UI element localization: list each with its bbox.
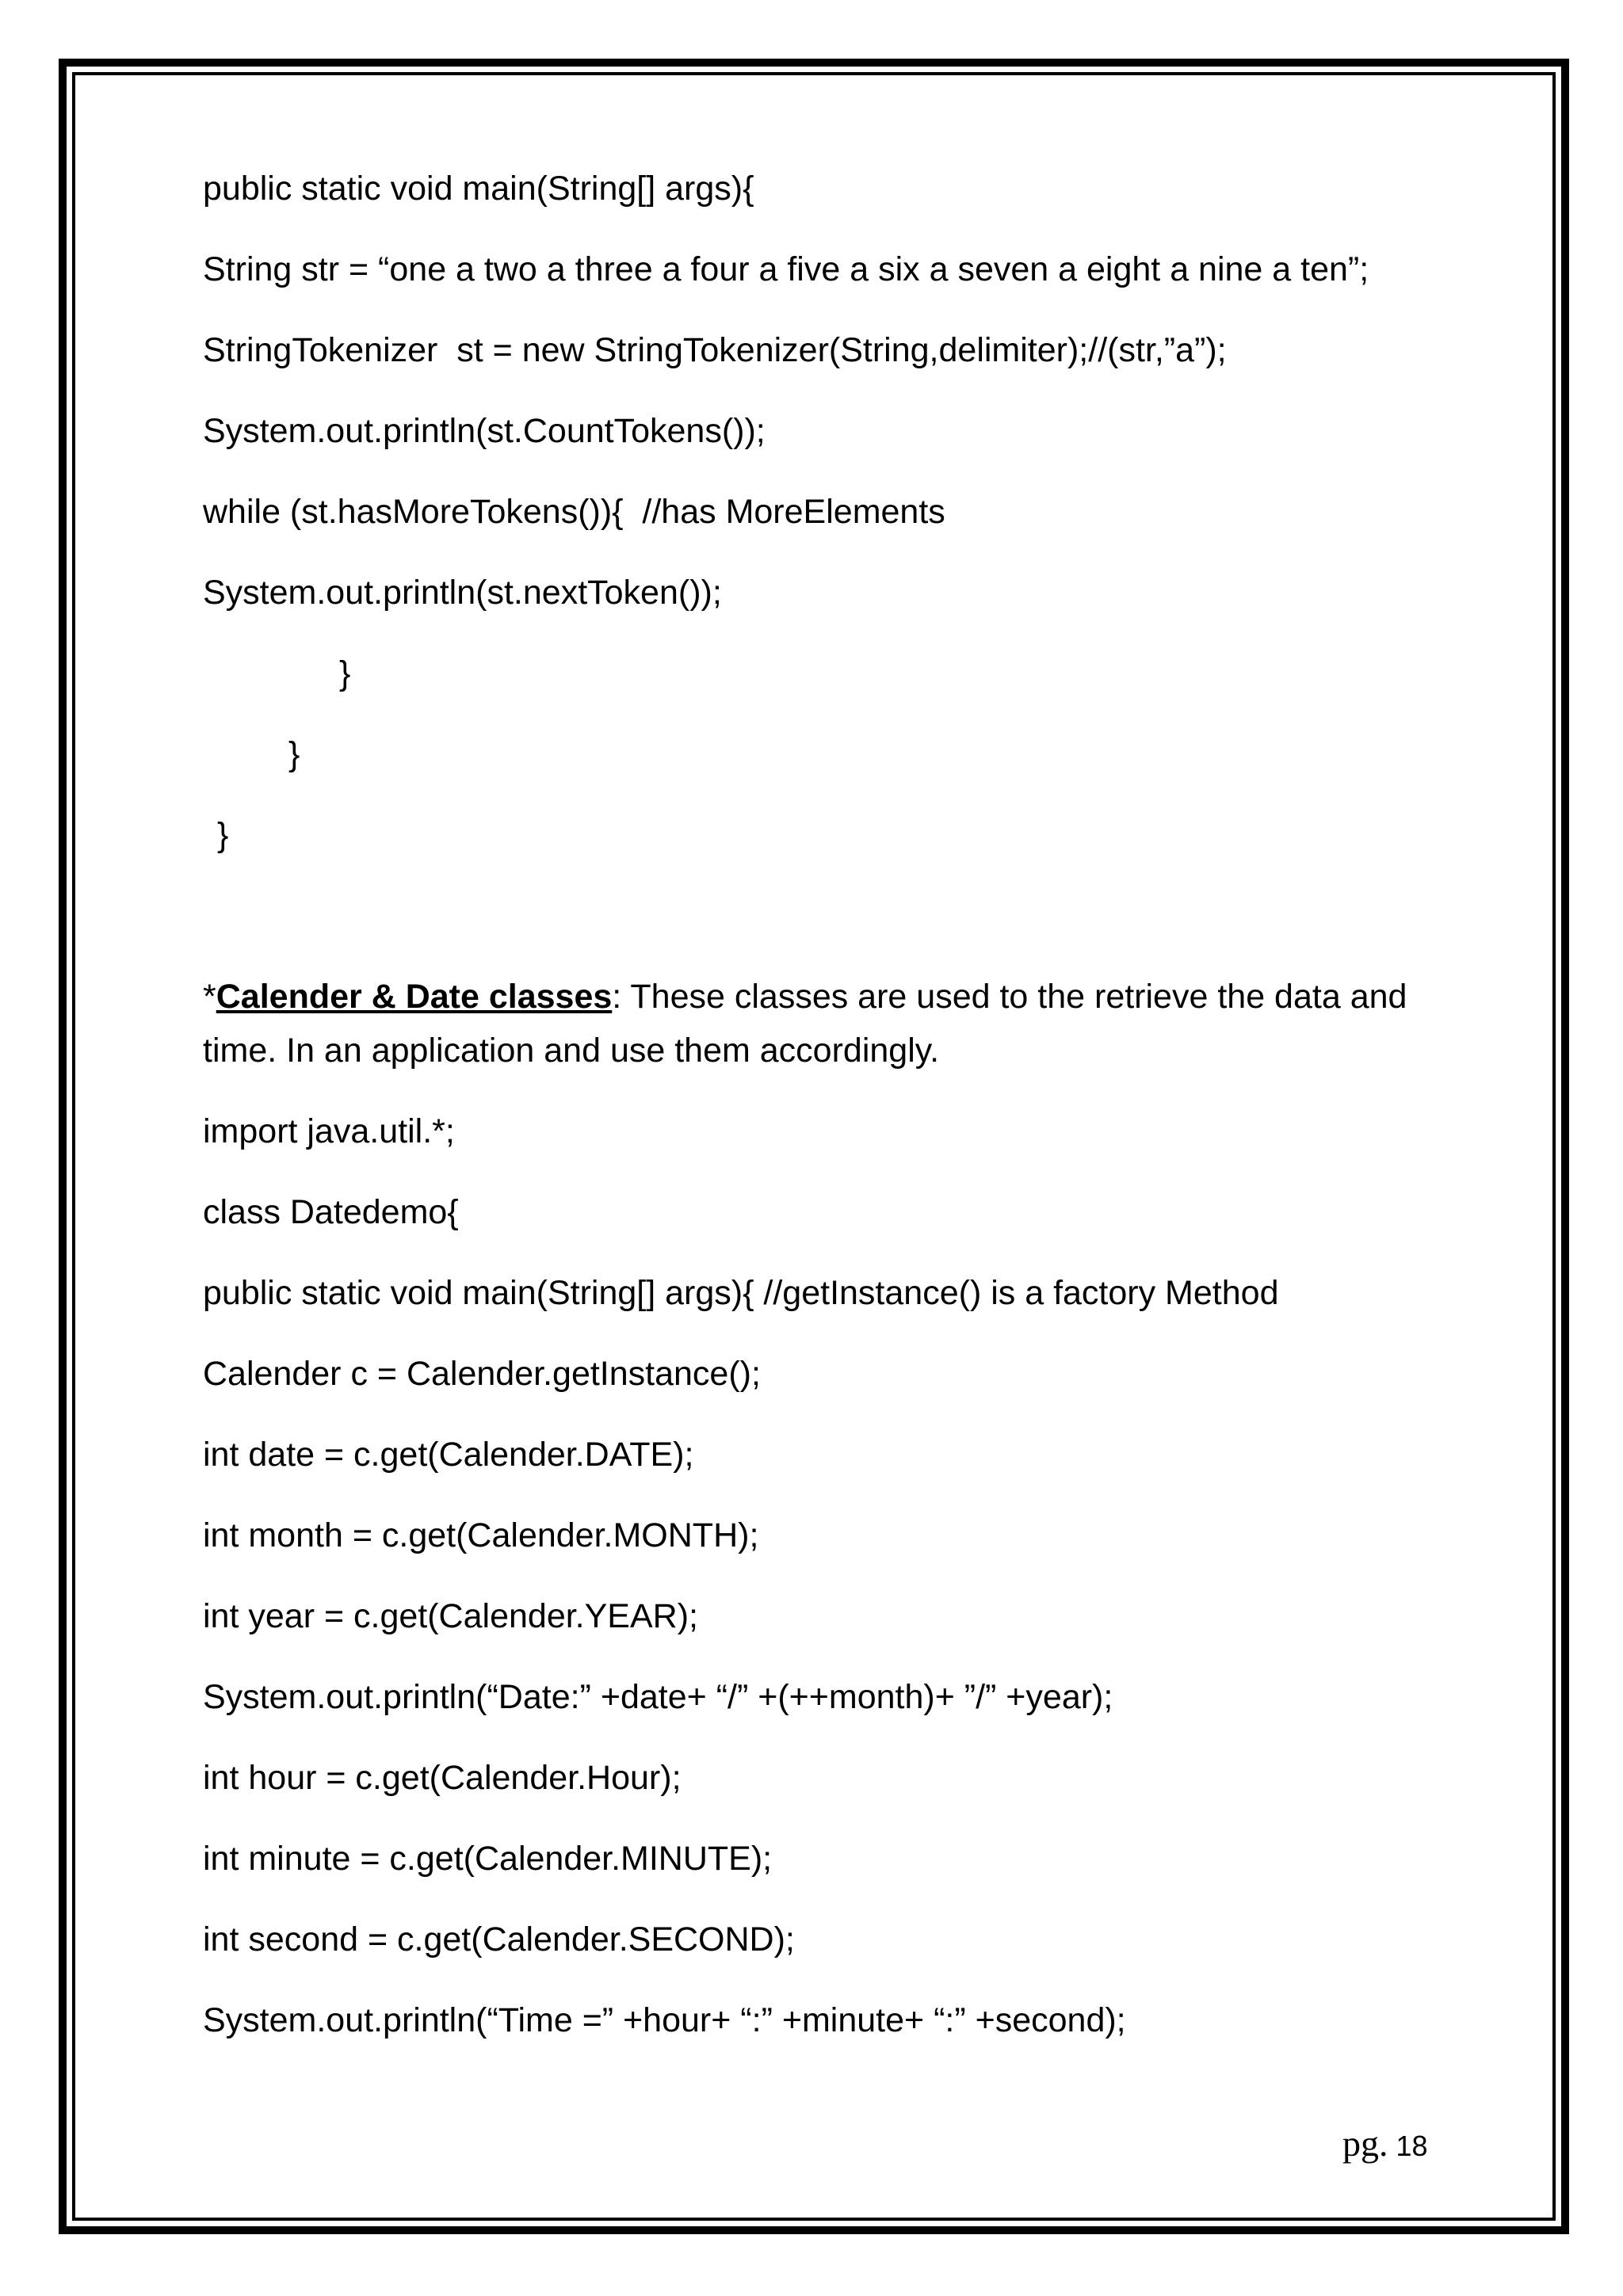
code-line: while (st.hasMoreTokens()){ //has MoreElements <box>203 493 945 531</box>
code-closing-brace: } <box>217 816 229 854</box>
page-number-label: pg. <box>1342 2123 1388 2164</box>
code-line: System.out.println(st.nextToken()); <box>203 574 722 612</box>
page-number <box>1342 2123 1428 2167</box>
code-line: StringTokenizer st = new StringTokenizer(String,delimiter);//(str,”a”); <box>203 331 1227 369</box>
section-heading <box>203 976 1407 1017</box>
code-line: String str = “one a two a three a four a five a six a seven a eight a nine a ten”; <box>203 250 1369 288</box>
code-closing-brace: } <box>288 735 300 773</box>
code-line: System.out.println(“Time =” +hour+ “:” +minute+ “:” +second); <box>203 2001 1126 2039</box>
section-description-continued: time. In an application and use them accordingly. <box>203 1032 940 1070</box>
code-line: System.out.println(st.CountTokens()); <box>203 412 766 450</box>
section-description: : These classes are used to the retrieve the data and <box>612 978 1407 1016</box>
code-line: class Datedemo{ <box>203 1193 459 1231</box>
code-line: Calender c = Calender.getInstance(); <box>203 1355 761 1393</box>
code-closing-brace: } <box>339 654 351 692</box>
code-line: int date = c.get(Calender.DATE); <box>203 1436 694 1474</box>
code-line: System.out.println(“Date:” +date+ “/” +(++month)+ ”/” +year); <box>203 1678 1113 1716</box>
code-line: int second = c.get(Calender.SECOND); <box>203 1920 795 1958</box>
code-line: int year = c.get(Calender.YEAR); <box>203 1597 698 1635</box>
code-line: import java.util.*; <box>203 1112 455 1150</box>
code-line: public static void main(String[] args){ <box>203 170 754 208</box>
code-line: public static void main(String[] args){ //getInstance() is a factory Method <box>203 1274 1279 1312</box>
page-number-value: 18 <box>1396 2130 1428 2162</box>
section-heading-term: Calender & Date classes <box>216 978 613 1016</box>
section-heading-prefix: * <box>203 978 216 1016</box>
code-line: int hour = c.get(Calender.Hour); <box>203 1759 682 1797</box>
code-line: int month = c.get(Calender.MONTH); <box>203 1516 759 1554</box>
code-line: int minute = c.get(Calender.MINUTE); <box>203 1840 773 1878</box>
